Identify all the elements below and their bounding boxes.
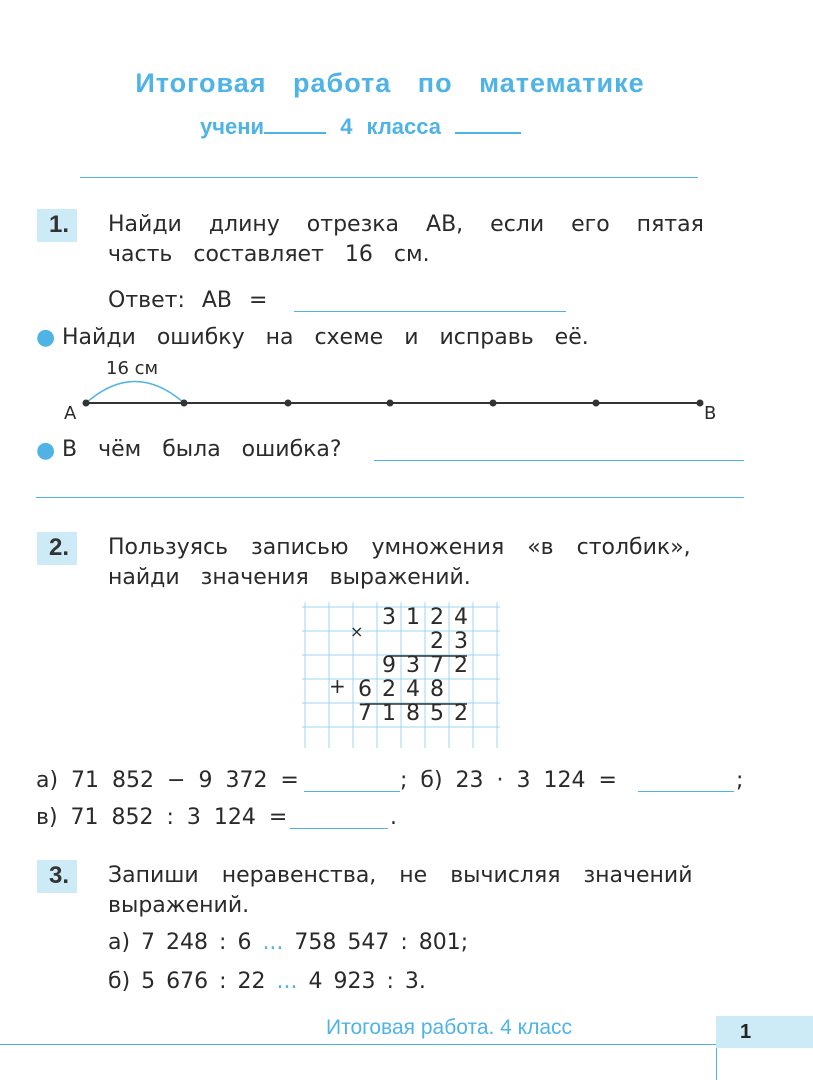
student-prefix: учени [200,114,265,139]
task1-bullet1-text: Найди ошибку на схеме и исправь её. [62,325,589,350]
task3-item-b [108,966,426,997]
point-dot [387,400,394,407]
grid-digit: 6 [358,677,372,702]
footer-rule [0,1044,716,1045]
grid-digit: 8 [430,677,444,702]
expr-b-end: ; [736,768,744,793]
task3-a-dots[interactable]: ... [262,930,284,955]
grid-digit: 2 [454,653,468,678]
page-title: Итоговая работа по математике [135,68,645,98]
page-number: 1 [716,1016,813,1048]
grid-digit: 4 [406,677,420,702]
grid-digit: 2 [430,605,444,630]
task1-error-line-2[interactable] [36,497,744,498]
class-letter-blank[interactable] [455,114,521,134]
grid-digit: 2 [430,629,444,654]
segment-arc [86,382,184,404]
point-dot [285,400,292,407]
segment-scheme [60,355,740,430]
grid-digit: 1 [382,701,396,726]
class-label: 4 класса [340,114,441,139]
task1-error-line-1[interactable] [374,460,744,461]
task1-answer-line[interactable] [294,311,566,312]
footer-divider [716,1048,717,1080]
point-a-dot [83,400,90,407]
grid-digit: 3 [406,653,420,678]
grid-digit: 2 [454,701,468,726]
page-subtitle [200,114,521,140]
bullet-2: ● [36,438,56,463]
task1-answer-label: Ответ: АВ = [108,288,268,313]
task-number-1: 1. [37,209,77,242]
task-number-2: 2. [37,532,77,565]
footer-text: Итоговая работа. 4 класс [326,1016,573,1039]
task3-item-a [108,927,468,958]
grid-digit: 4 [454,605,468,630]
task3-b-right: 4 923 : 3. [308,969,426,994]
task1-line1: Найди длину отрезка АВ, если его пятая [108,212,704,237]
grid-digit: 7 [430,653,444,678]
expr-b: ; б) 23 · 3 124 = [400,768,617,793]
expr-c-end: . [390,805,397,830]
task3-line1: Запиши неравенства, не вычисляя значений [108,863,693,888]
plus-sign: + [329,674,346,698]
task1-bullet2-text: В чём была ошибка? [62,437,342,462]
student-ending-blank[interactable] [264,114,326,134]
expr-b-answer[interactable] [638,791,734,792]
expr-c: в) 71 852 : 3 124 = [36,805,288,830]
task-number-3: 3. [37,860,77,893]
grid-digit: 2 [382,677,396,702]
point-dot [181,400,188,407]
point-a-label: А [64,403,77,424]
segment-label: 16 см [106,358,159,379]
name-line[interactable] [80,177,698,178]
grid-digit: 1 [406,605,420,630]
point-b-label: В [704,403,717,424]
point-dot [593,400,600,407]
task3-b-dots[interactable]: ... [276,969,298,994]
task3-b-left: б) 5 676 : 22 [108,969,266,994]
grid-digit: 3 [454,629,468,654]
task1-line2: часть составляет 16 см. [108,242,430,267]
expr-a-answer[interactable] [304,791,400,792]
task3-a-right: 758 547 : 801; [294,930,469,955]
task3-a-left: а) 7 248 : 6 [108,930,252,955]
grid-digit: 7 [358,701,372,726]
grid-digit: 9 [382,653,396,678]
expr-a: а) 71 852 − 9 372 = [36,768,299,793]
grid-digit: 3 [382,605,396,630]
multiply-sign: × [350,622,364,641]
bullet-1: ● [36,325,56,350]
grid-digit: 8 [406,701,420,726]
point-dot [490,400,497,407]
point-b-dot [697,400,704,407]
expr-c-answer[interactable] [290,828,388,829]
task3-line2: выражений. [108,893,250,918]
grid-digit: 5 [430,701,444,726]
task2-line1: Пользуясь записью умножения «в столбик», [108,535,691,560]
task2-line2: найди значения выражений. [108,565,471,590]
